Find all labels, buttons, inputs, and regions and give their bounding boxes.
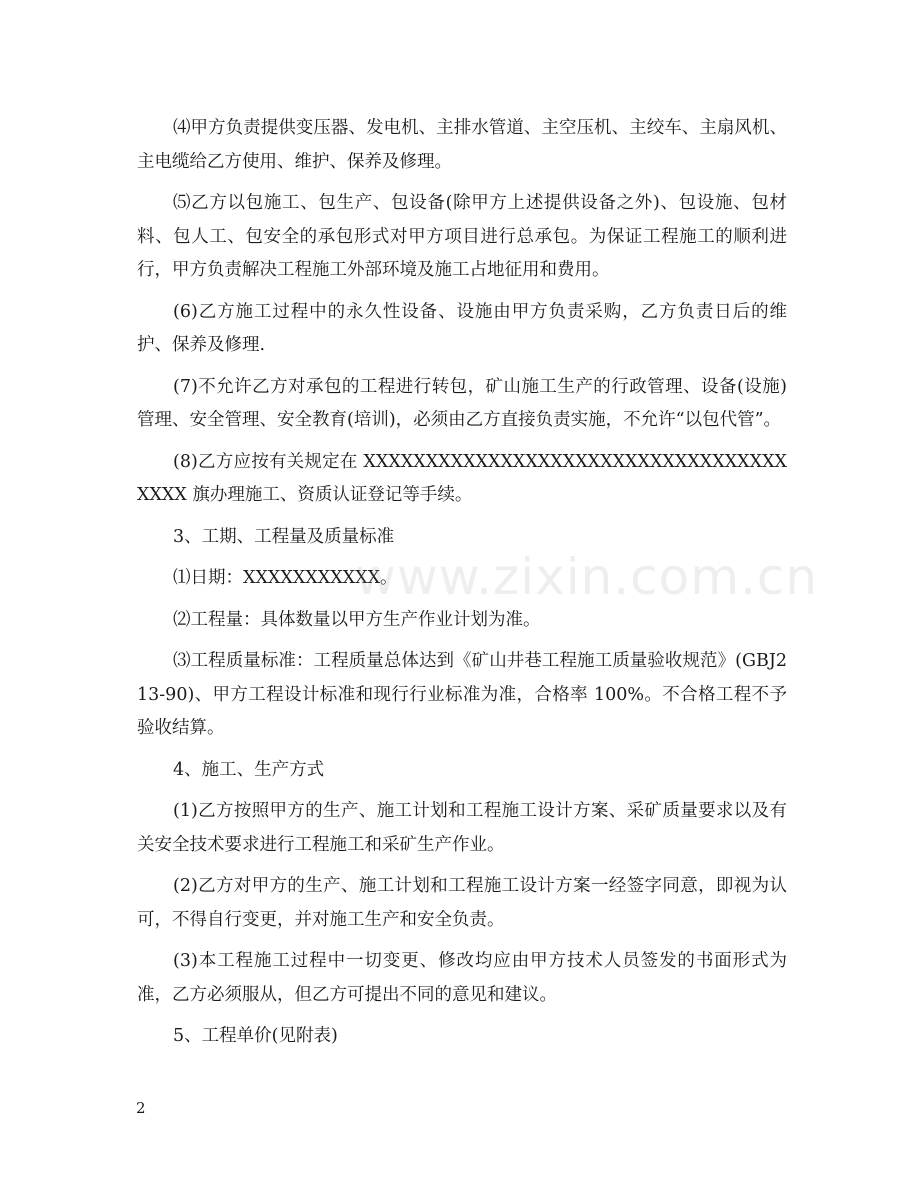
paragraph-item-5: ⑸乙方以包施工、包生产、包设备(除甲方上述提供设备之外)、包设施、包材料、包人工、包安全的承包形式对甲方项目进行总承包。为保证工程施工的顺利进行，甲方负责解决工程施工外部环境及施工占地征用和费用。 (137, 193, 787, 280)
paragraph-item-6: (6)乙方施工过程中的永久性设备、设施由甲方负责采购，乙方负责日后的维护、保养及修理. (137, 301, 787, 355)
paragraph-method-2: (2)乙方对甲方的生产、施工计划和工程施工设计方案一经签字同意，即视为认可，不得自行变更，并对施工生产和安全负责。 (137, 876, 787, 930)
document-body (137, 112, 787, 1062)
paragraph-quality-standard: ⑶工程质量标准：工程质量总体达到《矿山井巷工程施工质量验收规范》(GBJ213-90)、甲方工程设计标准和现行行业标准为准，合格率 100%。不合格工程不予验收结算。 (137, 651, 787, 738)
section-heading-5: 5、工程单价(见附表) (173, 1026, 338, 1046)
paragraph-quantity: ⑵工程量：具体数量以甲方生产作业计划为准。 (173, 609, 541, 630)
paragraph-item-4: ⑷甲方负责提供变压器、发电机、主排水管道、主空压机、主绞车、主扇风机、主电缆给乙方使用、维护、保养及修理。 (137, 118, 787, 172)
paragraph-method-3: (3)本工程施工过程中一切变更、修改均应由甲方技术人员签发的书面形式为准，乙方必须服从，但乙方可提出不同的意见和建议。 (137, 951, 787, 1005)
paragraph-date: ⑴日期：XXXXXXXXXXX。 (173, 568, 398, 588)
watermark: www.zixin.com.cn (355, 548, 819, 606)
section-heading-4: 4、施工、生产方式 (173, 759, 325, 780)
section-heading-3: 3、工期、工程量及质量标准 (173, 526, 395, 547)
paragraph-method-1: (1)乙方按照甲方的生产、施工计划和工程施工设计方案、采矿质量要求以及有关安全技术要求进行工程施工和采矿生产作业。 (137, 801, 787, 855)
paragraph-item-7: (7)不允许乙方对承包的工程进行转包，矿山施工生产的行政管理、设备(设施)管理、安全管理、安全教育(培训)，必须由乙方直接负责实施，不允许“以包代管”。 (137, 376, 787, 430)
page-number: 2 (136, 1099, 146, 1117)
paragraph-item-8: (8)乙方应按有关规定在 XXXXXXXXXXXXXXXXXXXXXXXXXXXXXXXXXXXXXX 旗办理施工、资质认证登记等手续。 (137, 451, 787, 505)
